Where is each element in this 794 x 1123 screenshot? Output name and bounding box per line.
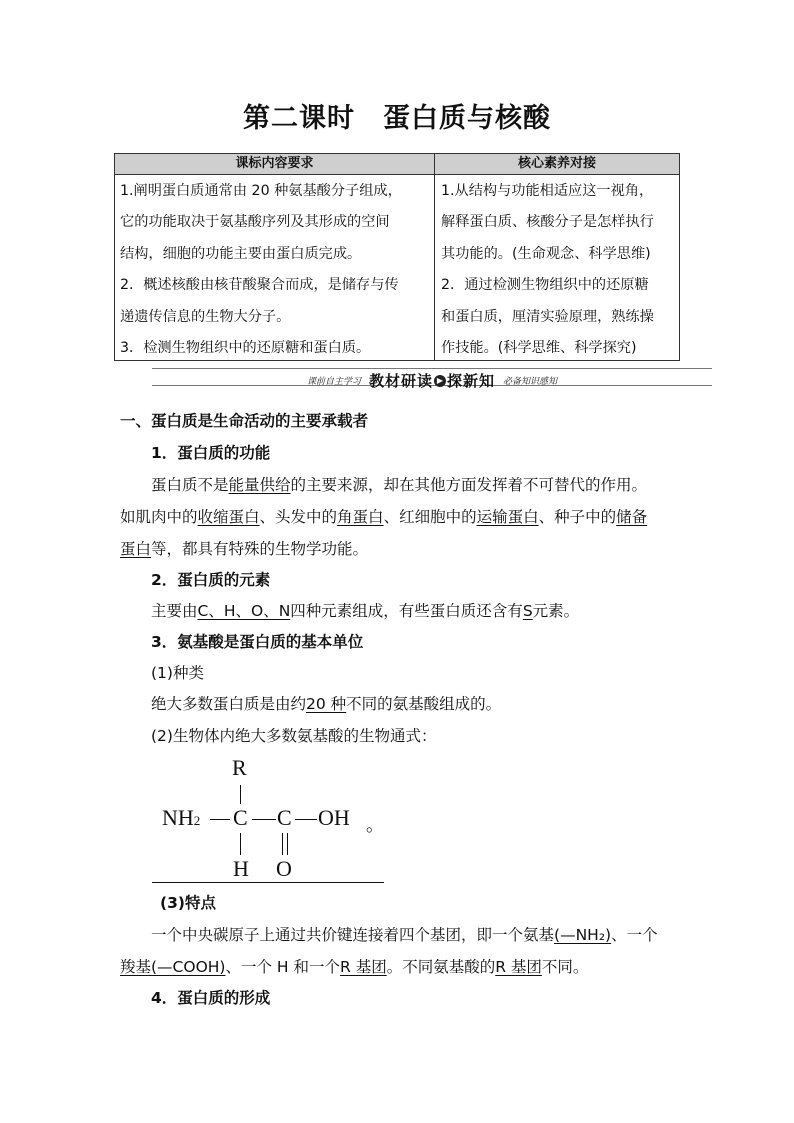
text: 、一个 — [611, 926, 658, 944]
bond-vertical — [240, 833, 241, 855]
formula-h: H — [233, 856, 249, 881]
amino-acid-formula — [160, 755, 400, 885]
curriculum-body — [115, 175, 434, 364]
bond-double-left — [282, 833, 283, 855]
formula-r: R — [232, 755, 247, 780]
banner-right-caption: 必备知识感知 — [503, 377, 558, 387]
underlined-answer: 收缩蛋白 — [197, 508, 260, 526]
competency-line: 2．通过检测生物组织中的还原糖 — [441, 277, 649, 294]
formula-label: (2)生物体内绝大多数氨基酸的生物通式： — [151, 727, 437, 745]
competency-line: 1.从结构与功能相适应这一视角， — [441, 183, 654, 199]
text: 等，都具有特殊的生物学功能。 — [151, 540, 369, 558]
curriculum-header: 课标内容要求 — [115, 154, 434, 175]
function-paragraph-line3 — [120, 537, 368, 559]
banner-left-caption: 课前自主学习 — [306, 377, 361, 387]
subheading-elements: 2．蛋白质的元素 — [151, 571, 271, 589]
formula-nh — [162, 805, 200, 831]
underlined-answer: 运输蛋白 — [476, 508, 539, 526]
underlined-answer: R 基团 — [340, 958, 387, 976]
bond-horizontal — [210, 819, 230, 820]
text: 一个中央碳原子上通过共价键连接着四个基团，即一个氨基 — [151, 926, 555, 944]
text: 、一个 H 和一个 — [225, 958, 340, 976]
function-paragraph-line1 — [151, 473, 647, 495]
underlined-answer: 角蛋白 — [337, 508, 384, 526]
banner-rule-top — [152, 368, 712, 369]
text: 蛋白质不是 — [151, 476, 229, 494]
competency-line: 和蛋白质，厘清实验原理，熟练操 — [441, 308, 654, 325]
text: 不同的氨基酸组成的。 — [346, 695, 502, 713]
kind-label: (1)种类 — [151, 664, 204, 682]
curriculum-line: 3．检测生物组织中的还原糖和蛋白质。 — [120, 340, 371, 357]
bond-horizontal — [252, 819, 276, 820]
competency-line: 作技能。(科学思维、科学探究) — [441, 340, 637, 357]
text: 、红细胞中的 — [383, 508, 477, 526]
underlined-answer: 能量供给 — [228, 476, 291, 494]
formula-nh-subscript: 2 — [193, 813, 201, 828]
function-paragraph-line2 — [120, 505, 647, 527]
formula-period: 。 — [366, 815, 384, 835]
arrow-right-icon: ▶ — [434, 375, 446, 387]
feature-paragraph-line2 — [120, 955, 588, 977]
text: 不同。 — [541, 958, 589, 976]
underlined-answer: S — [522, 602, 533, 620]
kind-paragraph — [151, 692, 501, 714]
banner-title-b: 探新知 — [447, 372, 496, 390]
curriculum-line: 递遗传信息的生物大分子。 — [120, 308, 291, 325]
formula-divider — [152, 882, 384, 883]
underlined-answer: C、H、O、N — [197, 602, 291, 620]
text: 绝大多数蛋白质是由约 — [151, 695, 307, 713]
subheading-amino-acid: 3．氨基酸是蛋白质的基本单位 — [151, 633, 364, 651]
page-title: 第二课时 蛋白质与核酸 — [243, 103, 551, 134]
competency-column — [435, 154, 679, 360]
text: 、种子中的 — [538, 508, 617, 526]
text: 主要由 — [151, 602, 198, 620]
feature-label: (3)特点 — [160, 894, 216, 912]
text: 、头发中的 — [259, 508, 338, 526]
subheading-formation: 4．蛋白质的形成 — [151, 989, 271, 1007]
bond-horizontal — [295, 819, 317, 820]
underlined-answer: 蛋白 — [120, 540, 152, 558]
competency-line: 其功能的。(生命观念、科学思维) — [441, 245, 651, 262]
curriculum-line: 它的功能取决于氨基酸序列及其形成的空间 — [120, 214, 390, 231]
section-banner — [152, 365, 712, 390]
text: 元素。 — [532, 602, 580, 620]
formula-nh-text: NH — [162, 805, 194, 830]
underlined-answer: 20 种 — [306, 695, 347, 713]
curriculum-line: 2．概述核酸由核苷酸聚合而成，是储存与传 — [120, 277, 399, 294]
text: 如肌肉中的 — [120, 508, 198, 526]
competency-body — [435, 175, 679, 364]
elements-paragraph — [151, 599, 579, 621]
text: 四种元素组成，有些蛋白质还含有 — [290, 602, 523, 620]
subheading-function: 1．蛋白质的功能 — [151, 444, 271, 462]
text: 。不同氨基酸的 — [386, 958, 496, 976]
competency-line: 解释蛋白质、核酸分子是怎样执行 — [441, 214, 654, 231]
formula-c-alpha: C — [233, 805, 248, 830]
requirements-table — [114, 153, 680, 361]
underlined-answer: (—NH₂) — [554, 926, 612, 944]
section-heading: 一、蛋白质是生命活动的主要承载者 — [120, 412, 369, 430]
banner-content — [152, 370, 712, 391]
competency-header: 核心素养对接 — [435, 154, 679, 175]
curriculum-line: 结构，细胞的功能主要由蛋白质完成。 — [120, 245, 362, 262]
formula-oh: OH — [318, 805, 350, 830]
formula-o: O — [276, 856, 292, 881]
underlined-answer: 羧基(—COOH) — [120, 958, 226, 976]
curriculum-line: 1.阐明蛋白质通常由 20 种氨基酸分子组成， — [120, 183, 402, 199]
underlined-answer: 储备 — [616, 508, 648, 526]
text: 的主要来源，却在其他方面发挥着不可替代的作用。 — [290, 476, 648, 494]
feature-paragraph-line1 — [151, 923, 658, 945]
banner-title-a: 教材研读 — [368, 372, 433, 390]
bond-vertical — [240, 785, 241, 804]
curriculum-column — [115, 154, 435, 360]
underlined-answer: R 基团 — [495, 958, 542, 976]
bond-double-right — [287, 833, 288, 855]
formula-c-carboxyl: C — [277, 805, 292, 830]
